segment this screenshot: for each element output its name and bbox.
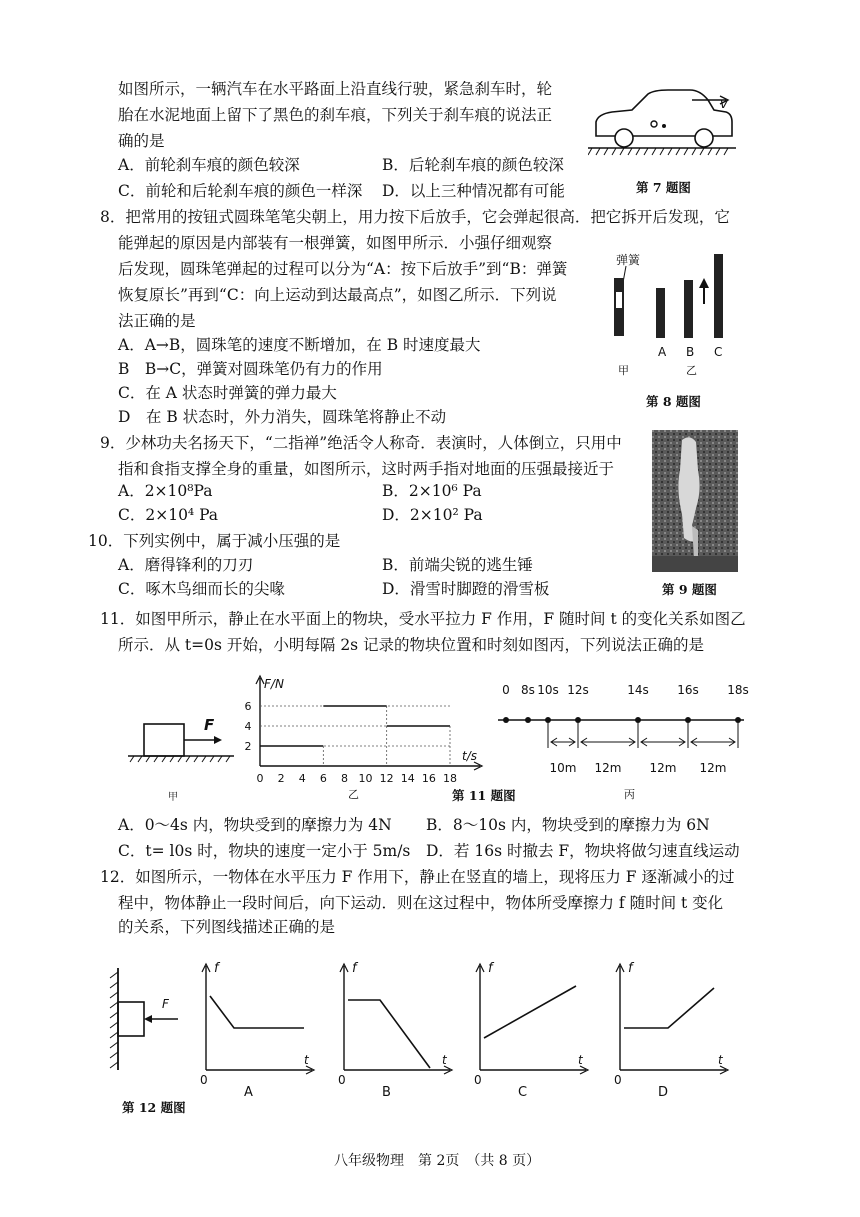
x-tick-label: 6: [319, 772, 327, 785]
q12-force-label: F: [162, 997, 169, 1011]
y-axis-label: f: [488, 961, 493, 976]
q8-option-a: A．A→B，圆珠笔的速度不断增加，在 B 时速度最大: [118, 336, 481, 354]
q7-option-d: D．以上三种情况都有可能: [382, 182, 565, 200]
friction-curve: [624, 988, 714, 1028]
distance-label: 10m: [549, 761, 577, 775]
q8-line-3: 后发现，圆珠笔弹起的过程可以分为“A：按下后放手”到“B：弹簧: [118, 260, 568, 278]
time-label: 16s: [677, 683, 699, 697]
q9-option-c: C．2×10⁴ Pa: [118, 506, 219, 524]
q8-option-c: C．在 A 状态时弹簧的弹力最大: [118, 384, 337, 402]
q11-line-1: 11．如图甲所示，静止在水平面上的物块，受水平拉力 F 作用，F 随时间 t 的变化关系如图乙: [100, 610, 746, 628]
y-tick-label: 4: [244, 720, 252, 733]
x-tick-label: 4: [298, 772, 306, 785]
friction-curve: [348, 1000, 430, 1068]
pen-label-c: C: [714, 345, 723, 359]
x-axis-label: t: [304, 1053, 309, 1067]
q11-option-a: A．0～4s 内，物块受到的摩擦力为 4N: [118, 816, 392, 834]
time-label: 10s: [537, 683, 559, 697]
origin-label: 0: [614, 1073, 622, 1087]
q7-car-figure: [588, 84, 738, 162]
friction-curve: [210, 996, 304, 1028]
x-tick-label: 10: [358, 772, 373, 785]
y-axis-label: f: [628, 961, 633, 976]
jia-label: 甲: [618, 364, 629, 377]
x-tick-label: 16: [421, 772, 436, 785]
page-footer: 八年级物理 第 2页 （共 8 页）: [334, 1153, 541, 1169]
bing-label: 丙: [624, 788, 635, 801]
velocity-label: v: [720, 97, 728, 112]
q12-line-2: 程中，物体静止一段时间后，向下运动．则在这过程中，物体所受摩擦力 f 随时间 t 变化: [118, 894, 724, 912]
q10-option-d: D．滑雪时脚蹬的滑雪板: [382, 580, 550, 598]
q9-line-1: 9．少林功夫名扬天下，“二指禅”绝活令人称奇．表演时，人体倒立，只用中: [100, 434, 622, 452]
x-axis-label: t/s: [462, 749, 477, 763]
pen-label-a: A: [658, 345, 667, 359]
q12-caption: 第 12 题图: [122, 1100, 186, 1115]
q9-option-d: D．2×10² Pa: [382, 506, 483, 524]
q12-graph-b: [330, 958, 460, 1098]
q11-option-b: B．8～10s 内，物块受到的摩擦力为 6N: [426, 816, 710, 834]
q9-line-2: 指和食指支撑全身的重量，如图所示，这时两手指对地面的压强最接近于: [118, 460, 615, 478]
x-tick-label: 8: [340, 772, 348, 785]
yi-label: 乙: [686, 364, 697, 377]
q11-option-c: C．t= l0s 时，物块的速度一定小于 5m/s: [118, 842, 411, 860]
force-label: F: [204, 716, 215, 734]
friction-curve: [484, 986, 576, 1038]
q9-caption: 第 9 题图: [662, 582, 717, 597]
q8-line-5: 法正确的是: [118, 312, 196, 330]
x-tick-label: 0: [256, 772, 264, 785]
q7-caption: 第 7 题图: [636, 180, 691, 195]
time-label: 12s: [567, 683, 589, 697]
graph-option-label: C: [518, 1085, 528, 1098]
position-dot: [503, 717, 509, 723]
q11-option-d: D．若 16s 时撤去 F，物块将做匀速直线运动: [426, 842, 740, 860]
q12-wall-figure: [100, 964, 190, 1074]
y-axis-label: F/N: [264, 677, 284, 691]
time-label: 0: [502, 683, 510, 697]
y-axis-label: f: [214, 961, 219, 976]
y-tick-label: 2: [244, 740, 252, 753]
q11-fig-bing: [492, 672, 752, 782]
pen-label-b: B: [686, 345, 695, 359]
q7-option-a: A．前轮刹车痕的颜色较深: [118, 156, 300, 174]
q12-graph-c: [466, 958, 596, 1098]
q12-graph-a: [192, 958, 322, 1098]
time-label: 8s: [521, 683, 535, 697]
origin-label: 0: [338, 1073, 346, 1087]
jia-label: 甲: [168, 792, 178, 803]
q11-chart-label: 乙: [348, 788, 359, 801]
q8-line-2: 能弹起的原因是内部装有一根弹簧，如图甲所示．小强仔细观察: [118, 234, 553, 252]
q10-option-b: B．前端尖锐的逃生锤: [382, 556, 533, 574]
time-label: 14s: [627, 683, 649, 697]
origin-label: 0: [474, 1073, 482, 1087]
q11-line-2: 所示．从 t=0s 开始，小明每隔 2s 记录的物块位置和时刻如图丙，下列说法正确的是: [118, 636, 705, 654]
q8-line-1: 8．把常用的按钮式圆珠笔笔尖朝上，用力按下后放手，它会弹起很高．把它拆开后发现，它: [100, 208, 730, 226]
graph-option-label: D: [658, 1085, 669, 1098]
graph-option-label: A: [244, 1085, 253, 1098]
q7-option-b: B．后轮刹车痕的颜色较深: [382, 156, 564, 174]
q8-pen-figure: [596, 244, 736, 380]
q8-line-4: 恢复原长”再到“C：向上运动到达最高点”，如图乙所示．下列说: [118, 286, 557, 304]
q11-force-time-chart: [240, 664, 490, 804]
x-tick-label: 2: [277, 772, 285, 785]
x-tick-label: 12: [379, 772, 394, 785]
x-axis-label: t: [442, 1053, 447, 1067]
y-axis-label: f: [352, 961, 357, 976]
q9-option-a: A．2×10⁸Pa: [118, 482, 213, 500]
q12-graph-d: [606, 958, 736, 1098]
distance-label: 12m: [594, 761, 622, 775]
x-axis-label: t: [578, 1053, 583, 1067]
position-dot: [525, 717, 531, 723]
q9-photo: [652, 430, 738, 572]
q11-caption: 第 11 题图: [452, 788, 516, 803]
q7-line-3: 确的是: [118, 132, 165, 150]
q7-line-2: 胎在水泥地面上留下了黑色的刹车痕，下列关于刹车痕的说法正: [118, 106, 553, 124]
q8-option-d: D 在 B 状态时，外力消失，圆珠笔将静止不动: [118, 408, 447, 426]
q10-line: 10．下列实例中，属于减小压强的是: [88, 532, 341, 550]
q12-line-3: 的关系，下列图线描述正确的是: [118, 918, 336, 936]
distance-label: 12m: [649, 761, 677, 775]
y-tick-label: 6: [244, 700, 252, 713]
q8-caption: 第 8 题图: [646, 394, 701, 409]
q7-line-1: 如图所示，一辆汽车在水平路面上沿直线行驶，紧急刹车时，轮: [118, 80, 553, 98]
x-tick-label: 18: [443, 772, 457, 785]
q7-option-c: C．前轮和后轮刹车痕的颜色一样深: [118, 182, 363, 200]
q10-option-c: C．啄木鸟细而长的尖喙: [118, 580, 285, 598]
spring-label: 弹簧: [616, 253, 641, 267]
x-axis-label: t: [718, 1053, 723, 1067]
q8-option-b: B B→C，弹簧对圆珠笔仍有力的作用: [118, 360, 383, 378]
q11-fig-jia: [124, 708, 244, 808]
q12-line-1: 12．如图所示，一物体在水平压力 F 作用下，静止在竖直的墙上，现将压力 F 逐渐减小的过: [100, 868, 735, 886]
graph-option-label: B: [382, 1085, 391, 1098]
x-tick-label: 14: [400, 772, 415, 785]
distance-label: 12m: [699, 761, 727, 775]
origin-label: 0: [200, 1073, 208, 1087]
time-label: 18s: [727, 683, 749, 697]
q9-option-b: B．2×10⁶ Pa: [382, 482, 482, 500]
q10-option-a: A．磨得锋利的刀刃: [118, 556, 254, 574]
